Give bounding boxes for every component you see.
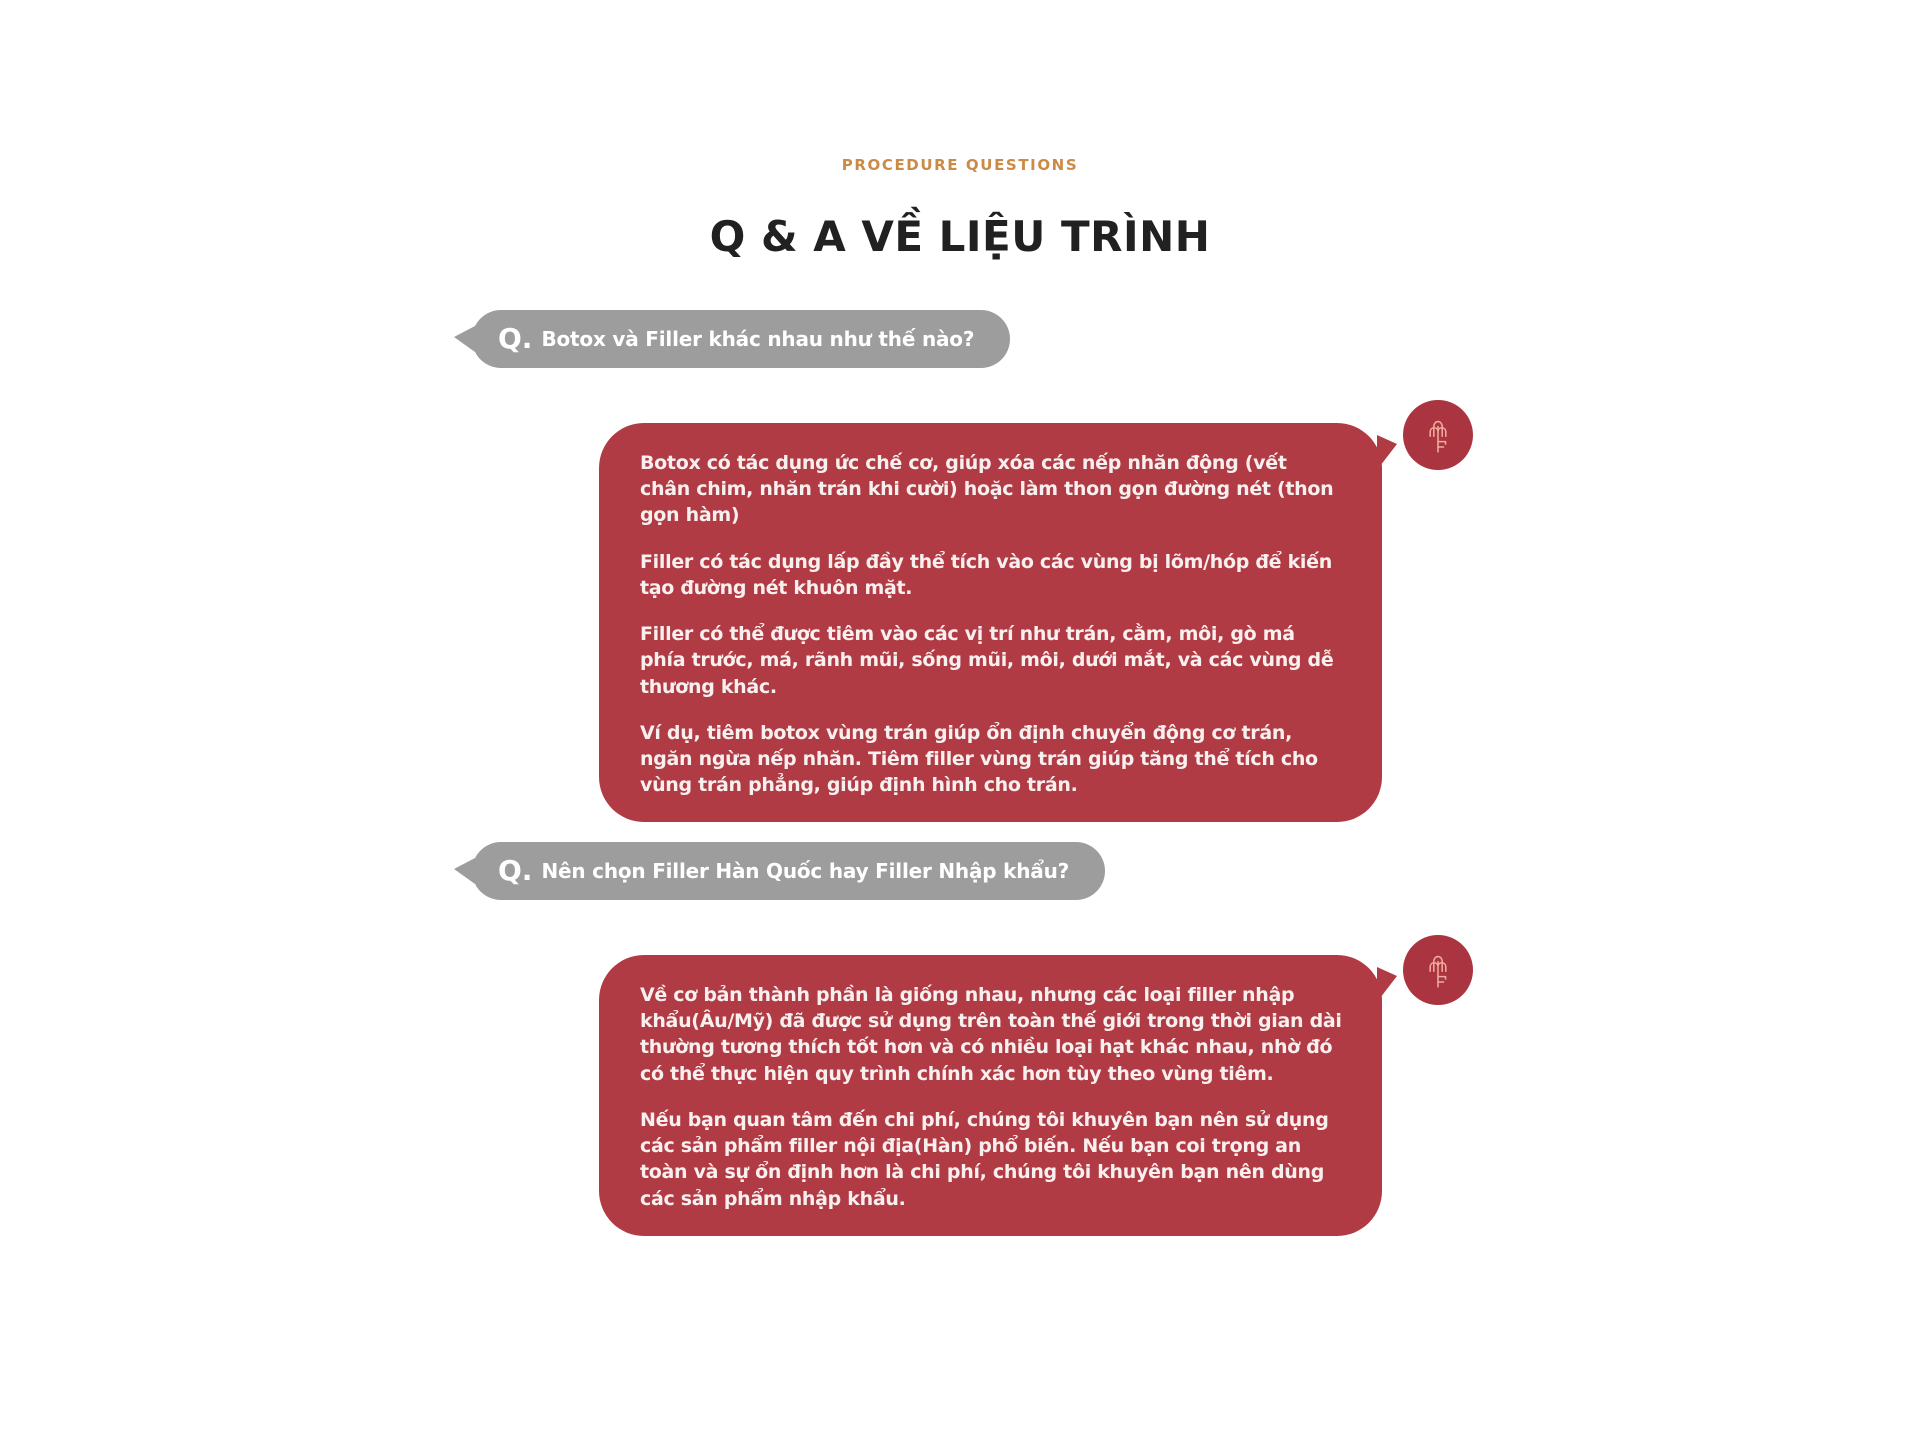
question-text: Nên chọn Filler Hàn Quốc hay Filler Nhập khẩu? — [541, 859, 1070, 883]
brand-key-logo-icon — [1418, 411, 1458, 459]
answer-paragraph: Về cơ bản thành phần là giống nhau, nhưng các loại filler nhập khẩu(Âu/Mỹ) đã được sử dụng trên toàn thế giới trong thời gian dài thường tương thích tốt hơn và có nhiều loại hạt khác nhau, nhờ đó có thể thực hiện quy trình chính xác hơn tùy theo vùng tiêm. — [640, 984, 1342, 1085]
question-bubble-2 — [472, 842, 1105, 900]
answer-paragraph: Ví dụ, tiêm botox vùng trán giúp ổn định chuyển động cơ trán, ngăn ngừa nếp nhăn. Tiêm filler vùng trán giúp tăng thể tích cho vùng trán phẳng, giúp định hình cho trán. — [640, 721, 1318, 797]
question-prefix: Q. — [498, 322, 533, 355]
brand-key-logo-icon — [1418, 946, 1458, 994]
avatar — [1403, 935, 1473, 1005]
answer-bubble-1 — [599, 423, 1382, 822]
avatar — [1403, 400, 1473, 470]
answer-paragraph: Botox có tác dụng ức chế cơ, giúp xóa các nếp nhăn động (vết chân chim, nhăn trán khi cười) hoặc làm thon gọn đường nét (thon gọn hàm) — [640, 452, 1334, 527]
question-prefix: Q. — [498, 854, 533, 887]
answer-bubble-2 — [599, 955, 1382, 1236]
answer-paragraph: Nếu bạn quan tâm đến chi phí, chúng tôi khuyên bạn nên sử dụng các sản phẩm filler nội địa(Hàn) phổ biến. Nếu bạn coi trọng an toàn và sự ổn định hơn là chi phí, chúng tôi khuyên bạn nên dùng các sản phẩm nhập khẩu. — [640, 1108, 1329, 1210]
answer-paragraph: Filler có tác dụng lấp đầy thể tích vào các vùng bị lõm/hóp để kiến tạo đường nét khuôn mặt. — [640, 550, 1332, 599]
question-text: Botox và Filler khác nhau như thế nào? — [541, 327, 975, 351]
answer-paragraph: Filler có thể được tiêm vào các vị trí như trán, cằm, môi, gò má phía trước, má, rãnh mũi, sống mũi, môi, dưới mắt, và các vùng dễ thương khác. — [640, 623, 1334, 698]
section-eyebrow: PROCEDURE QUESTIONS — [841, 156, 1079, 174]
question-bubble-1 — [472, 310, 1010, 368]
page-title: Q & A VỀ LIỆU TRÌNH — [709, 212, 1211, 262]
